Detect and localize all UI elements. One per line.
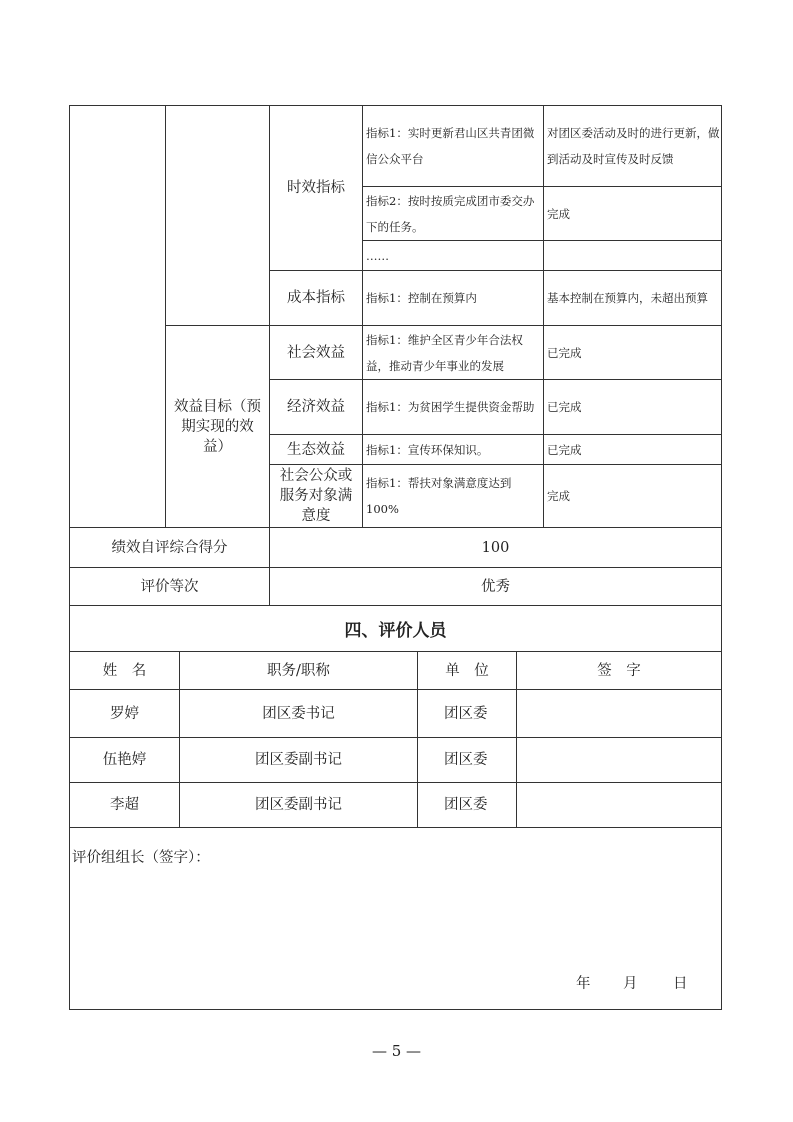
date-day: 日: [673, 976, 688, 992]
score-label: 绩效自评综合得分: [69, 527, 270, 568]
staff-name: 罗婷: [69, 689, 180, 738]
signature-cell[interactable]: [516, 782, 722, 828]
empty-subcategory-cell: [165, 105, 270, 326]
staff-unit: 团区委: [417, 782, 517, 828]
indicator-cell: 指标1：控制在预算内: [362, 270, 544, 326]
benefit-label: 社会效益: [269, 325, 363, 380]
staff-name: 伍艳婷: [69, 737, 180, 783]
indicator-cell: 指标2：按时按质完成团市委交办下的任务。: [362, 186, 544, 241]
staff-title: 团区委书记: [179, 689, 418, 738]
indicator-cell: 指标1：为贫困学生提供资金帮助: [362, 379, 544, 435]
header-signature: 签 字: [516, 651, 722, 690]
signature-cell[interactable]: [516, 689, 722, 738]
indicator-cell: 指标1：帮扶对象满意度达到100%: [362, 464, 544, 528]
staff-name: 李超: [69, 782, 180, 828]
staff-unit: 团区委: [417, 689, 517, 738]
leader-sign-label: 评价组组长（签字）：: [72, 850, 210, 866]
header-unit: 单 位: [417, 651, 517, 690]
page-number: — 5 —: [371, 1042, 422, 1060]
result-cell: [543, 240, 722, 271]
staff-title: 团区委副书记: [179, 782, 418, 828]
header-title: 职务/职称: [179, 651, 418, 690]
indicator-cell: 指标1：维护全区青少年合法权益，推动青少年事业的发展: [362, 325, 544, 380]
result-cell: 完成: [543, 464, 722, 528]
header-name: 姓 名: [69, 651, 180, 690]
cost-indicator-label: 成本指标: [269, 270, 363, 326]
benefit-label: 经济效益: [269, 379, 363, 435]
date-year: 年: [576, 976, 591, 992]
staff-title: 团区委副书记: [179, 737, 418, 783]
score-value: 100: [269, 527, 722, 568]
benefit-goal-label: 效益目标（预期实现的效益）: [165, 325, 270, 528]
section-title: 四、评价人员: [69, 605, 722, 652]
signature-cell[interactable]: [516, 737, 722, 783]
result-cell: 基本控制在预算内，未超出预算: [543, 270, 722, 326]
result-cell: 已完成: [543, 434, 722, 465]
time-indicator-label: 时效指标: [269, 105, 363, 271]
grade-value: 优秀: [269, 567, 722, 606]
empty-category-cell: [69, 105, 166, 528]
leader-signature-box[interactable]: [69, 827, 722, 1010]
result-cell: 对团区委活动及时的进行更新，做到活动及时宣传及时反馈: [543, 105, 722, 187]
staff-unit: 团区委: [417, 737, 517, 783]
benefit-label: 社会公众或服务对象满意度: [269, 464, 363, 528]
result-cell: 已完成: [543, 379, 722, 435]
indicator-cell: 指标1：实时更新君山区共青团微信公众平台: [362, 105, 544, 187]
indicator-cell: 指标1：宣传环保知识。: [362, 434, 544, 465]
indicator-cell: ……: [362, 240, 544, 271]
result-cell: 已完成: [543, 325, 722, 380]
result-cell: 完成: [543, 186, 722, 241]
date-month: 月: [623, 976, 638, 992]
benefit-label: 生态效益: [269, 434, 363, 465]
grade-label: 评价等次: [69, 567, 270, 606]
